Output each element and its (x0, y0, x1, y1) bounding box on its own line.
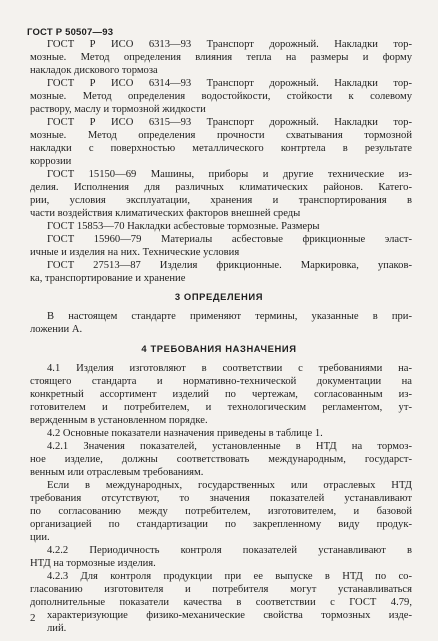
ref-line: делия. Исполнения для различных климатических районов. Катего- (30, 182, 412, 193)
paragraph-line: по согласованию между потребителем, изготовителем, и базовой (30, 506, 412, 517)
ref-line: мозные. Метод определения прочности схватывания тормозной (30, 130, 412, 141)
paragraph-line: НТД на тормозные изделия. (30, 558, 156, 569)
paragraph-line: дополнительные показатели качества в соответствии с ГОСТ 4.79, (30, 597, 412, 608)
paragraph-line: требования отсутствуют, то значения показателей устанавливают (30, 493, 412, 504)
ref-line: ка, транспортирование и хранение (30, 273, 186, 284)
paragraph-line: гласованию изготовителя и потребителя могут устанавливаться (30, 584, 412, 595)
ref-line: ГОСТ 15853—70 Накладки асбестовые тормозные. Размеры (47, 221, 320, 232)
ref-line: рии, условия эксплуатации, хранения и транспортирования в (30, 195, 412, 206)
paragraph-line: ложении А. (30, 324, 83, 335)
paragraph-line: вержденным в установленном порядке. (30, 415, 208, 426)
running-header: ГОСТ Р 50507—93 (27, 27, 114, 38)
paragraph-line: характеризующие физико-механические свойства тормозных изде- (47, 610, 412, 621)
paragraph-line: готовителем и потребителем, и технологическим регламентом, ут- (30, 402, 412, 413)
paragraph-line: 4.2 Основные показатели назначения приведены в таблице 1. (47, 428, 323, 439)
ref-line: мозные. Метод определения влияния тепла на размеры и форму (30, 52, 412, 63)
paragraph-line: венным или отраслевым требованиям. (30, 467, 204, 478)
ref-line: накладки с поверхностью металлического контртела в результате (30, 143, 412, 154)
paragraph-line: ции. (30, 532, 50, 543)
ref-line: ГОСТ 15960—79 Материалы асбестовые фрикционные эласт- (47, 234, 412, 245)
paragraph-line: Если в международных, государственных или отраслевых НТД (47, 480, 412, 491)
section-3-heading: 3 ОПРЕДЕЛЕНИЯ (174, 291, 264, 302)
paragraph-line: 4.2.3 Для контроля продукции при ее выпуске в НТД по со- (47, 571, 412, 582)
paragraph-line: ное изделие, должны соответствовать международным, государст- (30, 454, 412, 465)
ref-line: ичные и изделия на них. Технические условия (30, 247, 240, 258)
section-4-heading: 4 ТРЕБОВАНИЯ НАЗНАЧЕНИЯ (141, 343, 297, 354)
ref-line: коррозии (30, 156, 72, 167)
paragraph-line: стоящего стандарта и нормативно-технической документации на (30, 376, 412, 387)
ref-line: ГОСТ Р ИСО 6313—93 Транспорт дорожный. Накладки тор- (47, 39, 412, 50)
ref-line: ГОСТ 15150—69 Машины, приборы и другие технические из- (47, 169, 412, 180)
paragraph-line: В настоящем стандарте применяют термины, указанные в при- (47, 311, 412, 322)
paragraph-line: 4.2.2 Периодичность контроля показателей устанавливают в (47, 545, 412, 556)
ref-line: части воздействия климатических факторов внешней среды (30, 208, 301, 219)
paragraph-line: 4.2.1 Значения показателей, установленные в НТД на тормоз- (47, 441, 412, 452)
paragraph-line: лий. (47, 623, 67, 634)
ref-line: мозные. Метод определения водостойкости, стойкости к солевому (30, 91, 412, 102)
ref-line: накладок дискового тормоза (30, 65, 158, 76)
ref-line: ГОСТ 27513—87 Изделия фрикционные. Маркировка, упаков- (47, 260, 412, 271)
paragraph-line: 4.1 Изделия изготовляют в соответствии с требованиями на- (47, 363, 412, 374)
paragraph-line: организацией по стандартизации по закрепленному виду продук- (30, 519, 412, 530)
ref-line: раствору, маслу и тормозной жидкости (30, 104, 206, 115)
ref-line: ГОСТ Р ИСО 6314—93 Транспорт дорожный. Накладки тор- (47, 78, 412, 89)
paragraph-line: конкретный ассортимент изделий по чертежам, согласованным из- (30, 389, 412, 400)
page-number: 2 (30, 612, 36, 624)
ref-line: ГОСТ Р ИСО 6315—93 Транспорт дорожный. Накладки тор- (47, 117, 412, 128)
